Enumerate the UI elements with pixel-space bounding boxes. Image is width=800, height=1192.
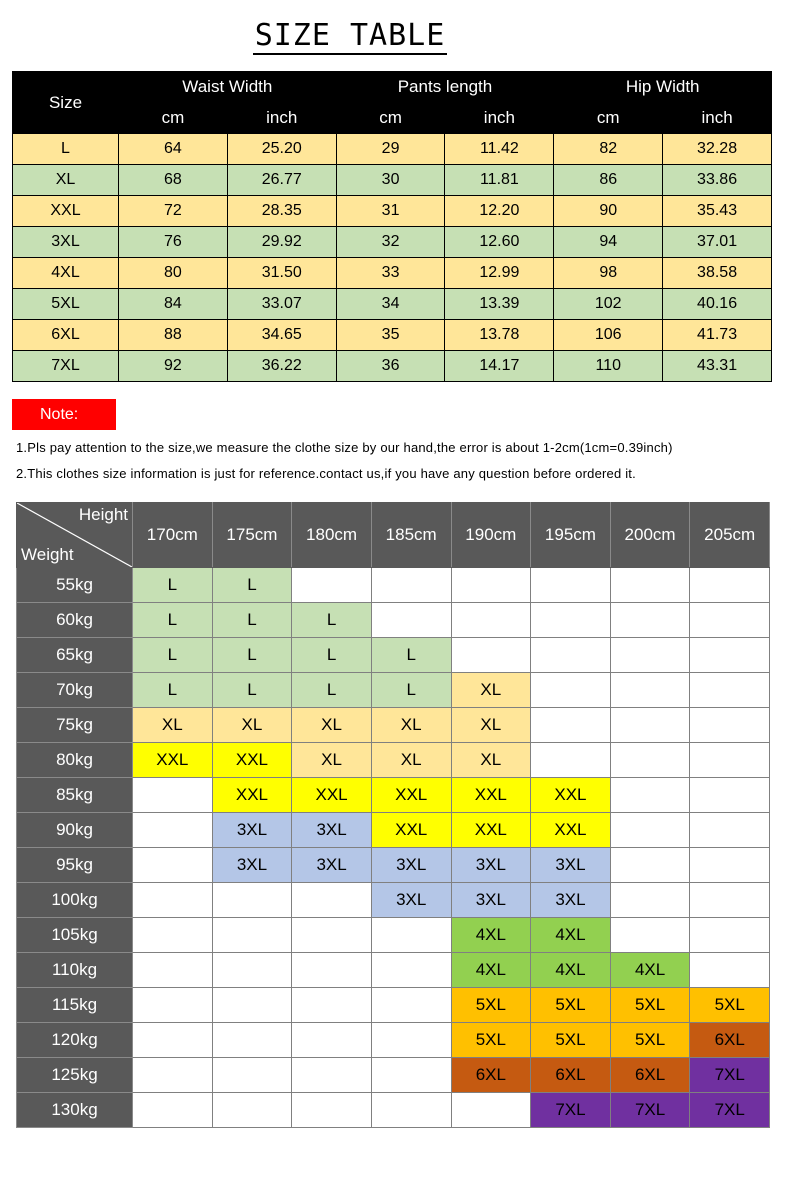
empty-cell bbox=[451, 1093, 531, 1128]
empty-cell bbox=[212, 1058, 292, 1093]
size-cell: XL bbox=[212, 708, 292, 743]
size-value: 76 bbox=[119, 227, 228, 258]
size-value: 40.16 bbox=[663, 289, 772, 320]
size-cell: 7XL bbox=[690, 1058, 770, 1093]
empty-cell bbox=[292, 918, 372, 953]
size-row bbox=[13, 320, 772, 351]
empty-cell bbox=[690, 603, 770, 638]
size-value: 64 bbox=[119, 134, 228, 165]
size-cell: 5XL bbox=[610, 988, 690, 1023]
empty-cell bbox=[371, 1058, 451, 1093]
hip-width-header: Hip Width bbox=[554, 72, 772, 103]
empty-cell bbox=[531, 603, 611, 638]
size-value: 72 bbox=[119, 196, 228, 227]
size-cell: L bbox=[292, 673, 372, 708]
empty-cell bbox=[371, 568, 451, 603]
size-cell: L bbox=[212, 673, 292, 708]
chart-body bbox=[17, 568, 770, 1128]
size-value: 88 bbox=[119, 320, 228, 351]
size-label: 6XL bbox=[13, 320, 119, 351]
corner-height-label: Height bbox=[78, 505, 128, 524]
weight-label: 120kg bbox=[17, 1023, 133, 1058]
size-cell: L bbox=[133, 603, 213, 638]
chart-row bbox=[17, 1093, 770, 1128]
empty-cell bbox=[133, 918, 213, 953]
size-cell: XXL bbox=[371, 778, 451, 813]
empty-cell bbox=[610, 743, 690, 778]
size-value: 84 bbox=[119, 289, 228, 320]
chart-row bbox=[17, 708, 770, 743]
weight-label: 65kg bbox=[17, 638, 133, 673]
note-badge: Note: bbox=[12, 399, 116, 430]
size-label: 5XL bbox=[13, 289, 119, 320]
size-cell: XL bbox=[371, 708, 451, 743]
size-cell: L bbox=[133, 638, 213, 673]
size-value: 29 bbox=[336, 134, 445, 165]
chart-row bbox=[17, 918, 770, 953]
weight-label: 95kg bbox=[17, 848, 133, 883]
empty-cell bbox=[610, 638, 690, 673]
size-cell: 5XL bbox=[610, 1023, 690, 1058]
empty-cell bbox=[133, 778, 213, 813]
unit-header: inch bbox=[445, 103, 554, 134]
weight-label: 85kg bbox=[17, 778, 133, 813]
size-value: 36.22 bbox=[227, 351, 336, 382]
empty-cell bbox=[451, 568, 531, 603]
size-cell: L bbox=[212, 603, 292, 638]
chart-row bbox=[17, 848, 770, 883]
size-cell: L bbox=[133, 673, 213, 708]
empty-cell bbox=[690, 568, 770, 603]
empty-cell bbox=[133, 988, 213, 1023]
size-value: 31.50 bbox=[227, 258, 336, 289]
empty-cell bbox=[371, 1023, 451, 1058]
size-cell: XL bbox=[451, 708, 531, 743]
size-value: 26.77 bbox=[227, 165, 336, 196]
empty-cell bbox=[133, 813, 213, 848]
size-cell: L bbox=[292, 638, 372, 673]
size-cell: XXL bbox=[212, 778, 292, 813]
size-cell: XL bbox=[451, 673, 531, 708]
empty-cell bbox=[690, 883, 770, 918]
empty-cell bbox=[371, 918, 451, 953]
size-cell: 6XL bbox=[690, 1023, 770, 1058]
size-value: 32 bbox=[336, 227, 445, 258]
size-cell: 3XL bbox=[531, 848, 611, 883]
size-cell: 4XL bbox=[531, 918, 611, 953]
chart-row bbox=[17, 988, 770, 1023]
size-value: 34 bbox=[336, 289, 445, 320]
empty-cell bbox=[212, 953, 292, 988]
weight-label: 130kg bbox=[17, 1093, 133, 1128]
size-value: 32.28 bbox=[663, 134, 772, 165]
empty-cell bbox=[292, 883, 372, 918]
size-cell: 3XL bbox=[451, 883, 531, 918]
waist-width-header: Waist Width bbox=[119, 72, 337, 103]
unit-header: cm bbox=[119, 103, 228, 134]
size-value: 13.39 bbox=[445, 289, 554, 320]
size-value: 35 bbox=[336, 320, 445, 351]
size-cell: XXL bbox=[451, 813, 531, 848]
empty-cell bbox=[212, 988, 292, 1023]
size-value: 68 bbox=[119, 165, 228, 196]
weight-label: 70kg bbox=[17, 673, 133, 708]
size-cell: 3XL bbox=[212, 813, 292, 848]
empty-cell bbox=[610, 708, 690, 743]
size-table bbox=[12, 71, 772, 382]
empty-cell bbox=[371, 988, 451, 1023]
chart-row bbox=[17, 883, 770, 918]
size-cell: 6XL bbox=[610, 1058, 690, 1093]
size-cell: XL bbox=[292, 743, 372, 778]
size-cell: 7XL bbox=[610, 1093, 690, 1128]
empty-cell bbox=[133, 1093, 213, 1128]
size-value: 82 bbox=[554, 134, 663, 165]
height-header: 200cm bbox=[610, 503, 690, 568]
size-row bbox=[13, 351, 772, 382]
height-header: 170cm bbox=[133, 503, 213, 568]
empty-cell bbox=[451, 603, 531, 638]
size-cell: L bbox=[371, 673, 451, 708]
empty-cell bbox=[690, 673, 770, 708]
empty-cell bbox=[610, 603, 690, 638]
note-line-2: 2.This clothes size information is just for reference.contact us,if you have any question before ordered it. bbox=[16, 466, 636, 481]
size-row bbox=[13, 134, 772, 165]
size-cell: XL bbox=[451, 743, 531, 778]
chart-row bbox=[17, 568, 770, 603]
size-cell: L bbox=[371, 638, 451, 673]
note-line-1: 1.Pls pay attention to the size,we measure the clothe size by our hand,the error is about 1-2cm(1cm=0.39inch) bbox=[16, 440, 673, 455]
empty-cell bbox=[292, 988, 372, 1023]
empty-cell bbox=[212, 1023, 292, 1058]
size-cell: 3XL bbox=[292, 813, 372, 848]
empty-cell bbox=[292, 1023, 372, 1058]
size-cell: 3XL bbox=[371, 848, 451, 883]
size-cell: 5XL bbox=[451, 988, 531, 1023]
size-value: 12.20 bbox=[445, 196, 554, 227]
size-cell: 5XL bbox=[451, 1023, 531, 1058]
size-cell: 3XL bbox=[531, 883, 611, 918]
size-row bbox=[13, 258, 772, 289]
empty-cell bbox=[690, 778, 770, 813]
empty-cell bbox=[212, 883, 292, 918]
size-cell: XXL bbox=[531, 778, 611, 813]
size-value: 90 bbox=[554, 196, 663, 227]
weight-label: 80kg bbox=[17, 743, 133, 778]
height-header: 195cm bbox=[531, 503, 611, 568]
size-value: 28.35 bbox=[227, 196, 336, 227]
size-cell: 4XL bbox=[610, 953, 690, 988]
size-cell: XXL bbox=[531, 813, 611, 848]
size-value: 33 bbox=[336, 258, 445, 289]
size-value: 14.17 bbox=[445, 351, 554, 382]
size-value: 80 bbox=[119, 258, 228, 289]
size-cell: 3XL bbox=[212, 848, 292, 883]
size-cell: 3XL bbox=[292, 848, 372, 883]
empty-cell bbox=[690, 708, 770, 743]
unit-header: cm bbox=[554, 103, 663, 134]
empty-cell bbox=[451, 638, 531, 673]
size-value: 11.42 bbox=[445, 134, 554, 165]
size-cell: 6XL bbox=[531, 1058, 611, 1093]
empty-cell bbox=[292, 953, 372, 988]
chart-row bbox=[17, 813, 770, 848]
chart-row bbox=[17, 673, 770, 708]
chart-row bbox=[17, 743, 770, 778]
size-value: 33.86 bbox=[663, 165, 772, 196]
size-value: 25.20 bbox=[227, 134, 336, 165]
size-cell: XXL bbox=[133, 743, 213, 778]
size-cell: L bbox=[212, 638, 292, 673]
empty-cell bbox=[133, 1058, 213, 1093]
empty-cell bbox=[690, 918, 770, 953]
empty-cell bbox=[610, 813, 690, 848]
size-cell: XXL bbox=[292, 778, 372, 813]
size-value: 31 bbox=[336, 196, 445, 227]
empty-cell bbox=[292, 1058, 372, 1093]
size-table-body bbox=[13, 134, 772, 382]
weight-label: 125kg bbox=[17, 1058, 133, 1093]
size-label: XL bbox=[13, 165, 119, 196]
size-value: 102 bbox=[554, 289, 663, 320]
unit-header: cm bbox=[336, 103, 445, 134]
size-cell: 6XL bbox=[451, 1058, 531, 1093]
size-value: 29.92 bbox=[227, 227, 336, 258]
chart-row bbox=[17, 953, 770, 988]
size-cell: 3XL bbox=[451, 848, 531, 883]
empty-cell bbox=[690, 953, 770, 988]
size-cell: 4XL bbox=[451, 918, 531, 953]
size-value: 33.07 bbox=[227, 289, 336, 320]
size-cell: XL bbox=[133, 708, 213, 743]
empty-cell bbox=[610, 918, 690, 953]
size-value: 110 bbox=[554, 351, 663, 382]
empty-cell bbox=[690, 813, 770, 848]
size-label: 4XL bbox=[13, 258, 119, 289]
empty-cell bbox=[133, 1023, 213, 1058]
weight-label: 100kg bbox=[17, 883, 133, 918]
empty-cell bbox=[610, 848, 690, 883]
height-header: 185cm bbox=[371, 503, 451, 568]
size-value: 94 bbox=[554, 227, 663, 258]
empty-cell bbox=[133, 848, 213, 883]
chart-row bbox=[17, 603, 770, 638]
height-header: 205cm bbox=[690, 503, 770, 568]
size-value: 38.58 bbox=[663, 258, 772, 289]
chart-row bbox=[17, 778, 770, 813]
size-cell: 7XL bbox=[531, 1093, 611, 1128]
height-header: 190cm bbox=[451, 503, 531, 568]
height-header: 175cm bbox=[212, 503, 292, 568]
size-cell: 5XL bbox=[531, 988, 611, 1023]
empty-cell bbox=[531, 568, 611, 603]
weight-label: 90kg bbox=[17, 813, 133, 848]
size-label: 7XL bbox=[13, 351, 119, 382]
height-weight-chart bbox=[16, 502, 770, 1128]
empty-cell bbox=[212, 1093, 292, 1128]
chart-row bbox=[17, 638, 770, 673]
size-row bbox=[13, 289, 772, 320]
size-cell: XL bbox=[292, 708, 372, 743]
page-title: SIZE TABLE bbox=[254, 18, 446, 53]
size-cell: L bbox=[292, 603, 372, 638]
size-value: 35.43 bbox=[663, 196, 772, 227]
empty-cell bbox=[531, 708, 611, 743]
size-cell: 7XL bbox=[690, 1093, 770, 1128]
height-header: 180cm bbox=[292, 503, 372, 568]
size-header: Size bbox=[13, 72, 119, 134]
size-row bbox=[13, 227, 772, 258]
size-value: 106 bbox=[554, 320, 663, 351]
size-value: 98 bbox=[554, 258, 663, 289]
size-label: L bbox=[13, 134, 119, 165]
size-value: 11.81 bbox=[445, 165, 554, 196]
weight-label: 75kg bbox=[17, 708, 133, 743]
size-value: 41.73 bbox=[663, 320, 772, 351]
empty-cell bbox=[212, 918, 292, 953]
size-row bbox=[13, 196, 772, 227]
empty-cell bbox=[531, 673, 611, 708]
empty-cell bbox=[610, 673, 690, 708]
size-label: 3XL bbox=[13, 227, 119, 258]
size-value: 30 bbox=[336, 165, 445, 196]
unit-header: inch bbox=[663, 103, 772, 134]
size-cell: 4XL bbox=[451, 953, 531, 988]
size-value: 37.01 bbox=[663, 227, 772, 258]
size-value: 12.60 bbox=[445, 227, 554, 258]
empty-cell bbox=[610, 883, 690, 918]
unit-header: inch bbox=[227, 103, 336, 134]
empty-cell bbox=[371, 953, 451, 988]
size-cell: 3XL bbox=[371, 883, 451, 918]
empty-cell bbox=[690, 638, 770, 673]
empty-cell bbox=[133, 883, 213, 918]
size-value: 34.65 bbox=[227, 320, 336, 351]
size-value: 86 bbox=[554, 165, 663, 196]
size-cell: XXL bbox=[371, 813, 451, 848]
size-cell: 4XL bbox=[531, 953, 611, 988]
pants-length-header: Pants length bbox=[336, 72, 554, 103]
empty-cell bbox=[610, 568, 690, 603]
size-cell: 5XL bbox=[690, 988, 770, 1023]
size-cell: L bbox=[133, 568, 213, 603]
size-value: 12.99 bbox=[445, 258, 554, 289]
empty-cell bbox=[610, 778, 690, 813]
size-value: 13.78 bbox=[445, 320, 554, 351]
size-value: 92 bbox=[119, 351, 228, 382]
weight-label: 110kg bbox=[17, 953, 133, 988]
weight-label: 105kg bbox=[17, 918, 133, 953]
size-cell: 5XL bbox=[531, 1023, 611, 1058]
size-cell: XL bbox=[371, 743, 451, 778]
empty-cell bbox=[133, 953, 213, 988]
size-row bbox=[13, 165, 772, 196]
empty-cell bbox=[690, 743, 770, 778]
empty-cell bbox=[371, 603, 451, 638]
size-cell: XXL bbox=[451, 778, 531, 813]
size-cell: L bbox=[212, 568, 292, 603]
empty-cell bbox=[531, 743, 611, 778]
chart-corner bbox=[17, 503, 133, 568]
empty-cell bbox=[292, 568, 372, 603]
corner-weight-label: Weight bbox=[21, 545, 74, 564]
size-value: 43.31 bbox=[663, 351, 772, 382]
chart-row bbox=[17, 1058, 770, 1093]
weight-label: 115kg bbox=[17, 988, 133, 1023]
weight-label: 55kg bbox=[17, 568, 133, 603]
empty-cell bbox=[690, 848, 770, 883]
empty-cell bbox=[292, 1093, 372, 1128]
empty-cell bbox=[531, 638, 611, 673]
size-label: XXL bbox=[13, 196, 119, 227]
empty-cell bbox=[371, 1093, 451, 1128]
chart-row bbox=[17, 1023, 770, 1058]
weight-label: 60kg bbox=[17, 603, 133, 638]
size-cell: XXL bbox=[212, 743, 292, 778]
size-value: 36 bbox=[336, 351, 445, 382]
